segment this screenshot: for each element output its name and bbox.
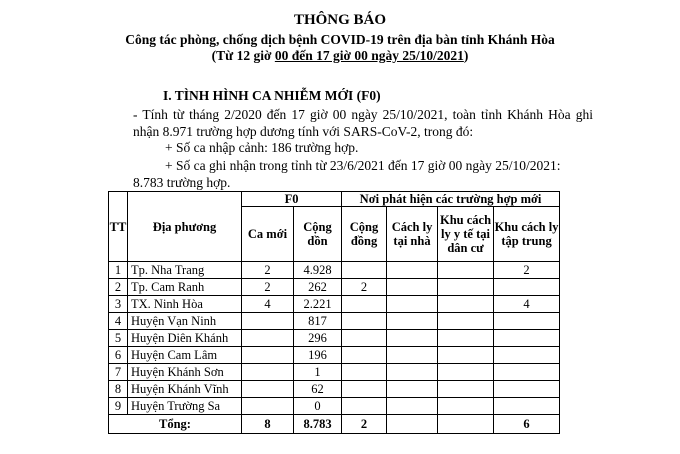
cell-location: TX. Ninh Hòa <box>128 296 242 313</box>
cell-centralized <box>494 279 560 296</box>
header-centralized-isolation: Khu cách ly tập trung <box>494 207 560 262</box>
cell-community <box>342 364 387 381</box>
cell-community <box>342 313 387 330</box>
total-community: 2 <box>342 415 387 434</box>
cell-cumulative: 2.221 <box>294 296 342 313</box>
paragraph-local-count: 8.783 trường hợp. <box>133 175 231 190</box>
cell-community: 2 <box>342 279 387 296</box>
cell-home <box>387 279 438 296</box>
total-centralized: 6 <box>494 415 560 434</box>
cell-location: Huyện Diên Khánh <box>128 330 242 347</box>
cell-tt: 9 <box>109 398 128 415</box>
cell-tt: 5 <box>109 330 128 347</box>
cell-cumulative: 0 <box>294 398 342 415</box>
cell-tt: 7 <box>109 364 128 381</box>
cell-location: Huyện Trường Sa <box>128 398 242 415</box>
cell-new: 2 <box>242 262 294 279</box>
cell-tt: 4 <box>109 313 128 330</box>
period-suffix: ) <box>463 48 469 63</box>
paragraph-local: + Số ca ghi nhận trong tỉnh từ 23/6/2021 đến 17 giờ 00 ngày 25/10/2021: <box>165 158 561 173</box>
header-cumulative: Cộng dồn <box>294 207 342 262</box>
header-home-isolation: Cách ly tại nhà <box>387 207 438 262</box>
cell-new <box>242 381 294 398</box>
header-community: Cộng đồng <box>342 207 387 262</box>
cell-cumulative: 196 <box>294 347 342 364</box>
table-row <box>109 398 560 415</box>
total-label: Tổng: <box>109 415 242 434</box>
cell-community <box>342 296 387 313</box>
cell-cumulative: 296 <box>294 330 342 347</box>
section-title: I. TÌNH HÌNH CA NHIỄM MỚI (F0) <box>163 88 381 103</box>
cell-cumulative: 4.928 <box>294 262 342 279</box>
cell-location: Tp. Cam Ranh <box>128 279 242 296</box>
notice-period <box>0 48 680 64</box>
cell-centralized <box>494 313 560 330</box>
total-home <box>387 415 438 434</box>
cell-location: Huyện Khánh Sơn <box>128 364 242 381</box>
cell-medical <box>438 330 494 347</box>
table-row <box>109 296 560 313</box>
cases-table <box>108 191 560 434</box>
table-row <box>109 347 560 364</box>
cell-location: Huyện Vạn Ninh <box>128 313 242 330</box>
cell-tt: 8 <box>109 381 128 398</box>
cell-cumulative: 262 <box>294 279 342 296</box>
total-medical <box>438 415 494 434</box>
cell-centralized: 2 <box>494 262 560 279</box>
table-row <box>109 313 560 330</box>
cell-home <box>387 364 438 381</box>
cell-centralized <box>494 398 560 415</box>
cell-home <box>387 313 438 330</box>
cell-home <box>387 262 438 279</box>
cell-medical <box>438 398 494 415</box>
table-row <box>109 330 560 347</box>
cell-location: Tp. Nha Trang <box>128 262 242 279</box>
period-prefix: (Từ 12 giờ <box>211 48 275 63</box>
cell-location: Huyện Khánh Vĩnh <box>128 381 242 398</box>
cell-location: Huyện Cam Lâm <box>128 347 242 364</box>
header-tt: TT <box>109 192 128 262</box>
cell-home <box>387 296 438 313</box>
cell-centralized <box>494 347 560 364</box>
cell-cumulative: 1 <box>294 364 342 381</box>
cell-new: 4 <box>242 296 294 313</box>
total-new: 8 <box>242 415 294 434</box>
cell-new <box>242 398 294 415</box>
cell-tt: 6 <box>109 347 128 364</box>
header-medical-isolation: Khu cách ly y tế tại dân cư <box>438 207 494 262</box>
cell-new <box>242 330 294 347</box>
cell-new <box>242 347 294 364</box>
cell-tt: 2 <box>109 279 128 296</box>
cell-medical <box>438 262 494 279</box>
cell-centralized <box>494 364 560 381</box>
cell-home <box>387 330 438 347</box>
header-found-group: Nơi phát hiện các trường hợp mới <box>342 192 560 207</box>
cell-community <box>342 262 387 279</box>
period-underlined: 00 đến 17 giờ 00 ngày 25/10/2021 <box>274 48 464 63</box>
cell-new: 2 <box>242 279 294 296</box>
cell-cumulative: 817 <box>294 313 342 330</box>
cell-community <box>342 330 387 347</box>
total-cumulative: 8.783 <box>294 415 342 434</box>
cell-home <box>387 347 438 364</box>
cell-tt: 1 <box>109 262 128 279</box>
cell-medical <box>438 364 494 381</box>
paragraph-total: - Tính từ tháng 2/2020 đến 17 giờ 00 ngày 25/10/2021, toàn tỉnh Khánh Hòa ghi nhận 8.971 trường hợp dương tính với SARS-CoV-2, trong đó: <box>133 107 593 139</box>
cell-centralized <box>494 381 560 398</box>
cell-medical <box>438 313 494 330</box>
cell-home <box>387 398 438 415</box>
cell-community <box>342 381 387 398</box>
cell-medical <box>438 279 494 296</box>
notice-title: THÔNG BÁO <box>293 12 387 28</box>
table-row <box>109 262 560 279</box>
header-f0-group: F0 <box>242 192 342 207</box>
cell-centralized: 4 <box>494 296 560 313</box>
cell-home <box>387 381 438 398</box>
total-row <box>109 415 560 434</box>
notice-subtitle: Công tác phòng, chống dịch bệnh COVID-19 trên địa bàn tỉnh Khánh Hòa <box>125 32 555 47</box>
header-location: Địa phương <box>128 192 242 262</box>
table-row <box>109 364 560 381</box>
table-row <box>109 279 560 296</box>
cell-centralized <box>494 330 560 347</box>
cell-tt: 3 <box>109 296 128 313</box>
cell-new <box>242 313 294 330</box>
cell-medical <box>438 296 494 313</box>
cell-community <box>342 398 387 415</box>
cell-medical <box>438 381 494 398</box>
cell-community <box>342 347 387 364</box>
cell-medical <box>438 347 494 364</box>
cell-new <box>242 364 294 381</box>
table-row <box>109 381 560 398</box>
cell-cumulative: 62 <box>294 381 342 398</box>
header-new-cases: Ca mới <box>242 207 294 262</box>
paragraph-imported: + Số ca nhập cảnh: 186 trường hợp. <box>165 140 359 155</box>
